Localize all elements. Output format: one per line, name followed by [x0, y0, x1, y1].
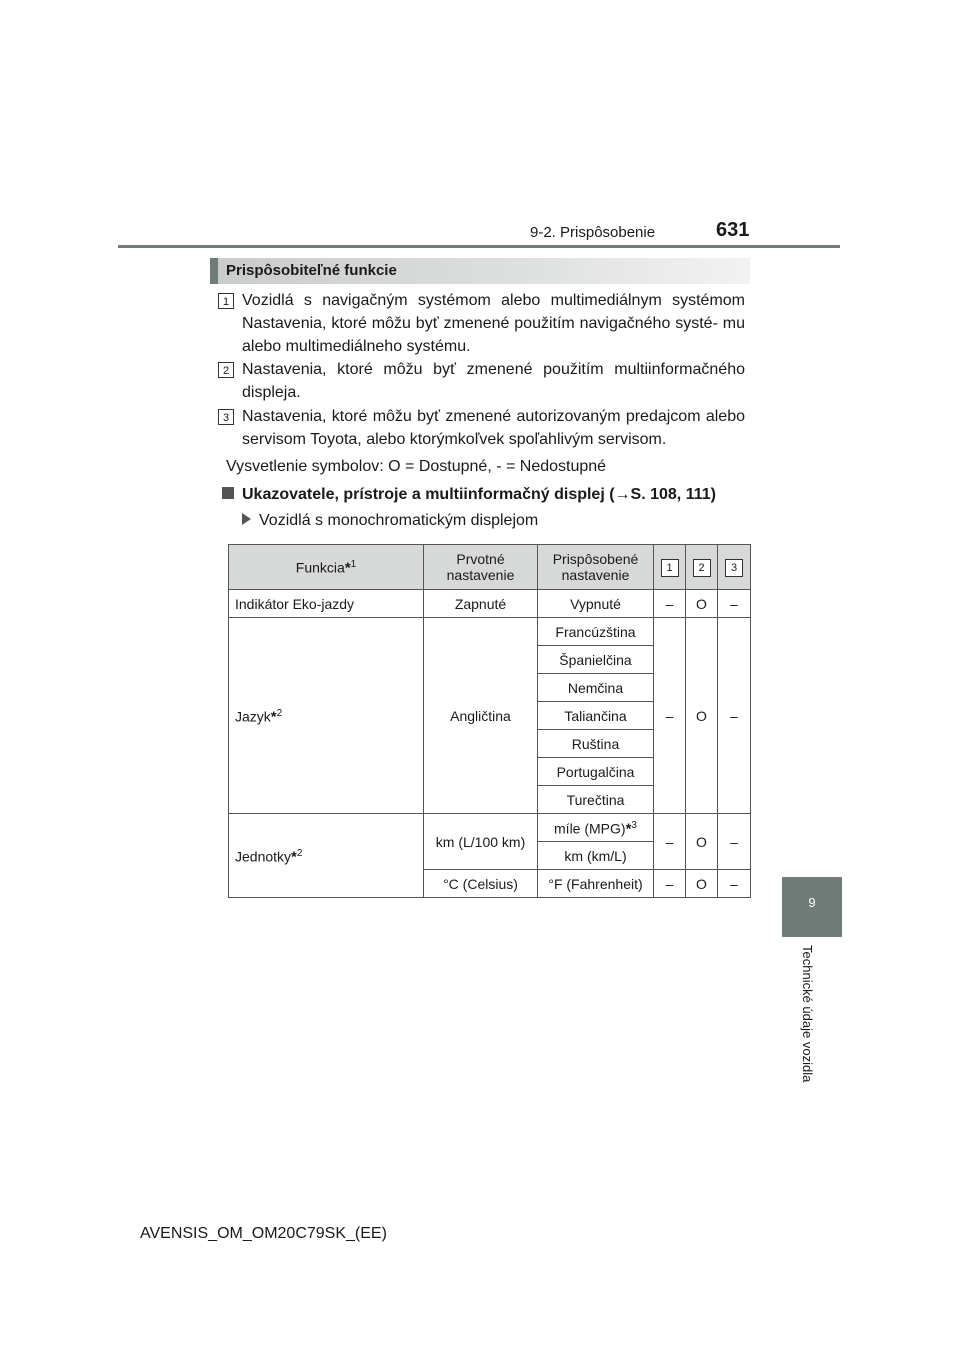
header-function: Funkcia*$^1$	[229, 545, 424, 590]
language-c2: O	[686, 618, 718, 814]
language-default: Angličtina	[424, 618, 538, 814]
eco-default: Zapnuté	[424, 590, 538, 618]
language-option: Portugalčina	[538, 758, 654, 786]
chapter-side-label: Technické údaje vozidla	[800, 945, 815, 1083]
units-temp-c3: –	[718, 870, 751, 898]
subsubheading-text: Vozidlá s monochromatickým displejom	[259, 512, 539, 529]
chapter-tab-number: 9	[808, 895, 816, 910]
language-option: Nemčina	[538, 674, 654, 702]
square-bullet-icon	[222, 487, 234, 499]
units-dist-c3: –	[718, 814, 751, 870]
units-temp-default: °C (Celsius)	[424, 870, 538, 898]
eco-name: Indikátor Eko-jazdy	[229, 590, 424, 618]
table-header-row	[229, 545, 751, 590]
table-row	[229, 618, 751, 646]
eco-c3: –	[718, 590, 751, 618]
units-dist-c2: O	[686, 814, 718, 870]
triangle-bullet-icon	[242, 513, 251, 525]
language-option: Španielčina	[538, 646, 654, 674]
header-rule	[118, 245, 840, 248]
units-temp-c1: –	[654, 870, 686, 898]
header-section-title: 9-2. Prispôsobenie	[530, 224, 656, 241]
units-temp-custom: °F (Fahrenheit)	[538, 870, 654, 898]
units-name: Jednotky*$^2$	[229, 814, 424, 898]
table-row	[229, 814, 751, 842]
table-row	[229, 590, 751, 618]
eco-c1: –	[654, 590, 686, 618]
header-custom: Prispôsobené nastavenie	[538, 545, 654, 590]
header-col-2: 2	[686, 545, 718, 590]
item-3-text: Nastavenia, ktoré môžu byť zmenené autorizovaným predajcom alebo servisom Toyota, alebo ktorýmkoľvek spoľahlivým servisom.	[242, 408, 745, 448]
subheading	[222, 486, 716, 504]
footer-document-code: AVENSIS_OM_OM20C79SK_(EE)	[140, 1225, 387, 1242]
language-option: Turečtina	[538, 786, 654, 814]
language-option: Taliančina	[538, 702, 654, 730]
language-option: Ruština	[538, 730, 654, 758]
item-1-text: Vozidlá s navigačným systémom alebo multimediálnym systémom Nastavenia, ktoré môžu byť zmenené použitím navigačného systé- mu alebo multimediálneho systému.	[242, 292, 745, 355]
language-c1: –	[654, 618, 686, 814]
item-number-1: 1	[218, 293, 234, 309]
eco-custom: Vypnuté	[538, 590, 654, 618]
item-2-text: Nastavenia, ktoré môžu byť zmenené použitím multiinformačného displeja.	[242, 361, 745, 401]
units-dist-c1: –	[654, 814, 686, 870]
item-number-2: 2	[218, 362, 234, 378]
customization-table	[228, 544, 751, 898]
header-default: Prvotné nastavenie	[424, 545, 538, 590]
subsubheading	[242, 512, 538, 530]
header-col-3: 3	[718, 545, 751, 590]
units-dist-default: km (L/100 km)	[424, 814, 538, 870]
units-dist-opt1: míle (MPG)*$^3$	[538, 814, 654, 842]
language-option: Francúzština	[538, 618, 654, 646]
language-name: Jazyk*$^2$	[229, 618, 424, 814]
header-col-1: 1	[654, 545, 686, 590]
subheading-text: Ukazovatele, prístroje a multiinformačný displej (→S. 108, 111)	[242, 486, 716, 503]
section-title: Prispôsobiteľné funkcie	[226, 262, 397, 279]
units-temp-c2: O	[686, 870, 718, 898]
units-dist-opt2: km (km/L)	[538, 842, 654, 870]
item-number-3: 3	[218, 409, 234, 425]
language-c3: –	[718, 618, 751, 814]
page-number: 631	[716, 219, 750, 241]
eco-c2: O	[686, 590, 718, 618]
symbol-legend: Vysvetlenie symbolov: O = Dostupné, - = Nedostupné	[226, 458, 607, 475]
